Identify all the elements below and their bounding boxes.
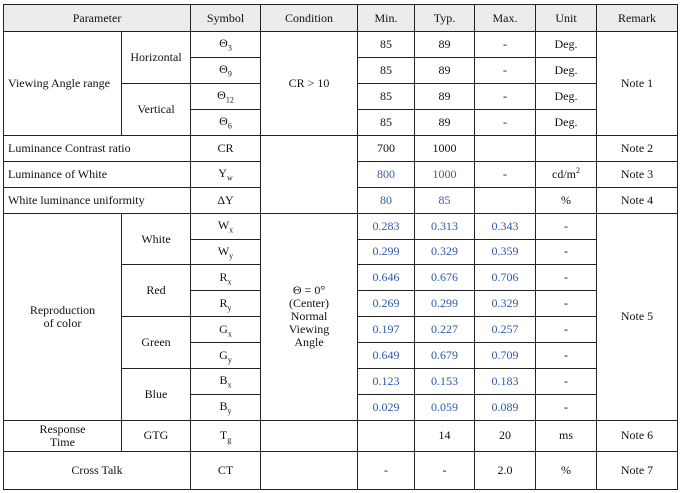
typ-cell: 14 — [415, 421, 475, 451]
remark-cell: Note 2 — [597, 135, 678, 161]
symbol-cell: $\Theta_6$ — [191, 109, 261, 135]
unit-cell: Deg. — [536, 32, 597, 58]
unit-cell: - — [536, 291, 597, 317]
symbol-cell: $G_x$ — [191, 317, 261, 343]
typ-cell: 0.676 — [415, 265, 475, 291]
header-symbol: Symbol — [191, 5, 261, 32]
max-cell: 0.329 — [475, 291, 536, 317]
typ-cell: 0.679 — [415, 343, 475, 369]
min-cell: 0.283 — [358, 213, 415, 239]
symbol-cell: CR — [191, 135, 261, 161]
max-cell: 0.257 — [475, 317, 536, 343]
typ-cell: 89 — [415, 109, 475, 135]
unit-cell: ms — [536, 421, 597, 451]
typ-cell: - — [415, 451, 475, 489]
remark-cell: Note 3 — [597, 161, 678, 187]
min-cell: 0.269 — [358, 291, 415, 317]
max-cell — [475, 187, 536, 213]
color-condition: Θ = 0° (Center) Normal Viewing Angle — [261, 213, 358, 421]
max-cell: - — [475, 83, 536, 109]
typ-cell: 0.299 — [415, 291, 475, 317]
symbol-cell: $T_g$ — [191, 421, 261, 451]
unit-cell: Deg. — [536, 109, 597, 135]
condition-blank — [261, 421, 358, 451]
max-cell: - — [475, 32, 536, 58]
min-cell: 0.646 — [358, 265, 415, 291]
max-cell: 0.089 — [475, 395, 536, 421]
unit-cell: $cd/m^2$ — [536, 161, 597, 187]
typ-cell: 0.313 — [415, 213, 475, 239]
typ-cell: 0.153 — [415, 369, 475, 395]
max-cell: 0.359 — [475, 239, 536, 265]
unit-cell — [536, 135, 597, 161]
symbol-cell: $W_x$ — [191, 213, 261, 239]
typ-cell: 0.227 — [415, 317, 475, 343]
symbol-cell: $G_y$ — [191, 343, 261, 369]
remark-cell: Note 7 — [597, 451, 678, 489]
horizontal-label: Horizontal — [122, 32, 191, 84]
typ-cell: 85 — [415, 187, 475, 213]
unit-cell: % — [536, 187, 597, 213]
min-cell: 800 — [358, 161, 415, 187]
max-cell: - — [475, 161, 536, 187]
unit-cell: - — [536, 343, 597, 369]
header-remark: Remark — [597, 5, 678, 32]
min-cell: 80 — [358, 187, 415, 213]
cross-talk-label: Cross Talk — [4, 451, 191, 489]
max-cell: 0.343 — [475, 213, 536, 239]
typ-cell: 0.059 — [415, 395, 475, 421]
unit-cell: - — [536, 265, 597, 291]
table-row — [4, 451, 678, 489]
response-time-label: Response Time — [4, 421, 122, 451]
table-row — [4, 135, 678, 161]
condition-blank — [261, 451, 358, 489]
symbol-cell: CT — [191, 451, 261, 489]
table-row — [4, 32, 678, 58]
typ-cell: 89 — [415, 83, 475, 109]
viewing-angle-label: Viewing Angle range — [4, 32, 122, 136]
header-max: Max. — [475, 5, 536, 32]
viewing-remark: Note 1 — [597, 32, 678, 136]
unit-cell: - — [536, 239, 597, 265]
unit-cell: - — [536, 369, 597, 395]
min-cell: 0.197 — [358, 317, 415, 343]
color-group-white: White — [122, 213, 191, 265]
uniformity-label: White luminance uniformity — [4, 187, 191, 213]
min-cell: 0.649 — [358, 343, 415, 369]
condition-blank — [261, 135, 358, 213]
vertical-label: Vertical — [122, 83, 191, 135]
specification-table — [3, 4, 678, 490]
unit-cell: Deg. — [536, 83, 597, 109]
typ-cell: 1000 — [415, 161, 475, 187]
symbol-cell: $\Theta_9$ — [191, 57, 261, 83]
max-cell: 0.709 — [475, 343, 536, 369]
header-unit: Unit — [536, 5, 597, 32]
min-cell: 85 — [358, 57, 415, 83]
min-cell: 0.123 — [358, 369, 415, 395]
white-luminance-label: Luminance of White — [4, 161, 191, 187]
table-row — [4, 421, 678, 451]
header-parameter: Parameter — [4, 5, 191, 32]
unit-cell: % — [536, 451, 597, 489]
unit-cell: - — [536, 213, 597, 239]
typ-cell: 1000 — [415, 135, 475, 161]
symbol-cell: $R_x$ — [191, 265, 261, 291]
symbol-cell: ΔY — [191, 187, 261, 213]
max-cell: - — [475, 109, 536, 135]
min-cell — [358, 421, 415, 451]
symbol-cell: $B_y$ — [191, 395, 261, 421]
symbol-cell: $W_y$ — [191, 239, 261, 265]
min-cell: - — [358, 451, 415, 489]
symbol-cell: $R_y$ — [191, 291, 261, 317]
max-cell: 20 — [475, 421, 536, 451]
min-cell: 85 — [358, 83, 415, 109]
symbol-cell: $\Theta_{12}$ — [191, 83, 261, 109]
color-group-blue: Blue — [122, 369, 191, 421]
min-cell: 85 — [358, 109, 415, 135]
unit-cell: - — [536, 395, 597, 421]
max-cell: 2.0 — [475, 451, 536, 489]
min-cell: 0.029 — [358, 395, 415, 421]
typ-cell: 0.329 — [415, 239, 475, 265]
color-remark: Note 5 — [597, 213, 678, 421]
color-group-green: Green — [122, 317, 191, 369]
min-cell: 700 — [358, 135, 415, 161]
max-cell — [475, 135, 536, 161]
symbol-cell: $Y_w$ — [191, 161, 261, 187]
header-min: Min. — [358, 5, 415, 32]
max-cell: 0.183 — [475, 369, 536, 395]
max-cell: 0.706 — [475, 265, 536, 291]
symbol-cell: $B_x$ — [191, 369, 261, 395]
typ-cell: 89 — [415, 32, 475, 58]
unit-cell: Deg. — [536, 57, 597, 83]
remark-cell: Note 6 — [597, 421, 678, 451]
header-typ: Typ. — [415, 5, 475, 32]
unit-cell: - — [536, 317, 597, 343]
contrast-label: Luminance Contrast ratio — [4, 135, 191, 161]
header-row — [4, 5, 678, 32]
min-cell: 85 — [358, 32, 415, 58]
viewing-condition: CR > 10 — [261, 32, 358, 136]
min-cell: 0.299 — [358, 239, 415, 265]
response-mode: GTG — [122, 421, 191, 451]
max-cell: - — [475, 57, 536, 83]
color-group-red: Red — [122, 265, 191, 317]
table-row — [4, 213, 678, 239]
color-reproduction-label: Reproduction of color — [4, 213, 122, 421]
typ-cell: 89 — [415, 57, 475, 83]
symbol-cell: $\Theta_3$ — [191, 32, 261, 58]
remark-cell: Note 4 — [597, 187, 678, 213]
header-condition: Condition — [261, 5, 358, 32]
